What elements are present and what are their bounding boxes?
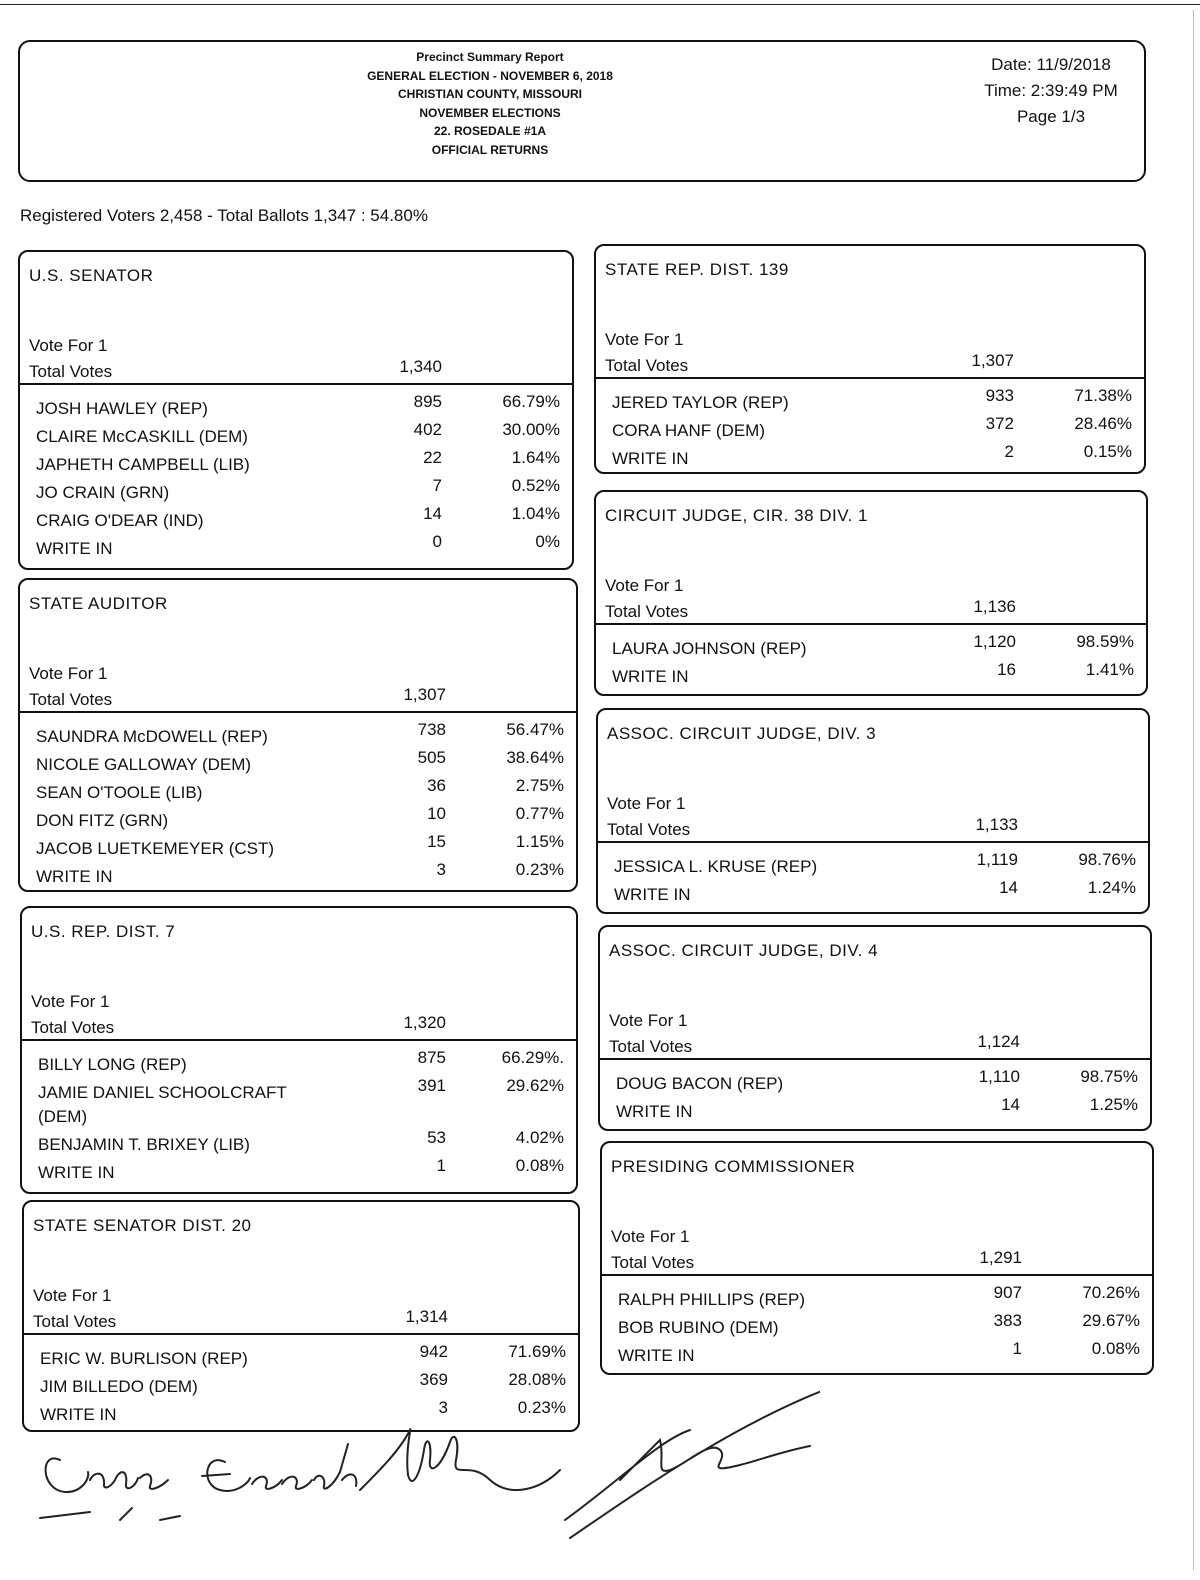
candidate-row (596, 660, 1146, 688)
candidate-name: RALPH PHILLIPS (REP) (618, 1290, 806, 1309)
candidate-row (22, 1076, 576, 1128)
candidate-row (20, 420, 572, 448)
contest-state-auditor (18, 578, 578, 892)
contest-divider (602, 1274, 1152, 1276)
candidate-name: WRITE IN (618, 1346, 695, 1365)
candidate-name: WRITE IN (616, 1102, 693, 1121)
candidate-votes: 36 (427, 776, 446, 795)
contest-title: ASSOC. CIRCUIT JUDGE, DIV. 4 (609, 941, 879, 960)
contest-state-rep-dist-139 (594, 244, 1146, 474)
candidate-name: WRITE IN (612, 667, 689, 686)
contest-title: STATE AUDITOR (29, 594, 168, 613)
candidate-list (598, 850, 1148, 906)
candidate-row (598, 878, 1148, 906)
total-votes-label: Total Votes (611, 1253, 695, 1272)
candidate-percent: 1.64% (511, 448, 560, 467)
candidate-votes: 895 (413, 392, 442, 411)
report-meta (966, 52, 1136, 130)
candidate-percent: 1.15% (515, 832, 564, 851)
candidate-votes: 369 (419, 1370, 448, 1389)
candidate-row (20, 476, 572, 504)
candidate-name: JIM BILLEDO (DEM) (40, 1377, 198, 1396)
candidate-list (20, 392, 572, 560)
vote-for-label: Vote For 1 (605, 576, 684, 595)
candidate-name: WRITE IN (614, 885, 691, 904)
candidate-row (20, 504, 572, 532)
contest-circuit-judge-cir-38-div-1 (594, 490, 1148, 696)
vote-for-label: Vote For 1 (605, 330, 684, 349)
candidate-votes: 505 (417, 748, 446, 767)
candidate-votes: 391 (417, 1076, 446, 1095)
candidate-name: DOUG BACON (REP) (616, 1074, 784, 1093)
candidate-row (602, 1311, 1152, 1339)
candidate-name: JERED TAYLOR (REP) (612, 393, 789, 412)
candidate-percent: 98.76% (1078, 850, 1136, 869)
candidate-list (602, 1283, 1152, 1367)
candidate-votes: 7 (432, 476, 442, 495)
total-votes-label: Total Votes (33, 1312, 117, 1331)
report-date: Date: 11/9/2018 (991, 55, 1111, 74)
candidate-percent: 1.04% (511, 504, 560, 523)
elections-label: NOVEMBER ELECTIONS (419, 105, 561, 120)
contest-divider (596, 377, 1144, 379)
precinct-name: 22. ROSEDALE #1A (433, 124, 547, 138)
page-number: Page 1/3 (1016, 107, 1086, 126)
top-rule (0, 4, 1200, 5)
candidate-percent: 98.75% (1080, 1067, 1138, 1086)
candidate-percent: 71.69% (508, 1342, 566, 1361)
candidate-votes: 16 (997, 660, 1016, 679)
candidate-percent: 71.38% (1074, 386, 1132, 405)
contest-divider (20, 711, 576, 713)
candidate-votes: 1 (1012, 1339, 1022, 1358)
contest-title: CIRCUIT JUDGE, CIR. 38 DIV. 1 (605, 506, 868, 525)
candidate-row (596, 414, 1144, 442)
candidate-percent: 0.23% (517, 1398, 566, 1417)
candidate-row (22, 1048, 576, 1076)
candidate-percent: 4.02% (515, 1128, 564, 1147)
page-edge (1193, 10, 1194, 1570)
election-name: GENERAL ELECTION - NOVEMBER 6, 2018 (367, 68, 613, 83)
candidate-percent: 66.29%. (501, 1048, 564, 1067)
contest-title: STATE REP. DIST. 139 (605, 260, 789, 279)
total-votes-value: 1,314 (405, 1307, 448, 1326)
candidate-name: JAMIE DANIEL SCHOOLCRAFT (DEM) (38, 1083, 287, 1126)
candidate-percent: 29.67% (1082, 1311, 1140, 1330)
candidate-name: SEAN O'TOOLE (LIB) (36, 783, 203, 802)
candidate-votes: 1,119 (976, 850, 1018, 869)
candidate-name: CORA HANF (DEM) (612, 421, 765, 440)
candidate-row (20, 860, 576, 888)
total-votes-label: Total Votes (607, 820, 691, 839)
candidate-row (24, 1342, 578, 1370)
candidate-votes: 14 (1001, 1095, 1020, 1114)
candidate-votes: 1,110 (978, 1067, 1020, 1086)
contest-divider (24, 1333, 578, 1335)
candidate-percent: 70.26% (1082, 1283, 1140, 1302)
candidate-percent: 0.08% (515, 1156, 564, 1175)
candidate-name: JESSICA L. KRUSE (REP) (614, 857, 818, 876)
total-votes-label: Total Votes (29, 690, 113, 709)
contest-u-s-rep-dist-7 (20, 906, 578, 1194)
contest-title: ASSOC. CIRCUIT JUDGE, DIV. 3 (607, 724, 877, 743)
vote-for-label: Vote For 1 (33, 1286, 112, 1305)
candidate-name: BILLY LONG (REP) (38, 1055, 187, 1074)
contest-title: U.S. SENATOR (29, 266, 154, 285)
candidate-votes: 875 (417, 1048, 446, 1067)
candidate-name: JACOB LUETKEMEYER (CST) (36, 839, 275, 858)
candidate-row (20, 532, 572, 560)
candidate-name: CRAIG O'DEAR (IND) (36, 511, 204, 530)
contest-presiding-commissioner (600, 1141, 1154, 1375)
candidate-percent: 0.77% (515, 804, 564, 823)
candidate-row (20, 720, 576, 748)
candidate-votes: 907 (993, 1283, 1022, 1302)
candidate-percent: 0.15% (1083, 442, 1132, 461)
signatures (20, 1380, 820, 1540)
candidate-percent: 0% (535, 532, 560, 551)
candidate-list (20, 720, 576, 888)
candidate-percent: 66.79% (502, 392, 560, 411)
contest-title: PRESIDING COMMISSIONER (611, 1157, 856, 1176)
total-votes-value: 1,307 (403, 685, 446, 704)
county-name: CHRISTIAN COUNTY, MISSOURI (397, 87, 582, 101)
candidate-percent: 38.64% (506, 748, 564, 767)
candidate-row (22, 1156, 576, 1184)
candidate-votes: 1,120 (973, 632, 1016, 651)
total-votes-value: 1,136 (973, 597, 1016, 616)
candidate-percent: 56.47% (506, 720, 564, 739)
candidate-name: JOSH HAWLEY (REP) (36, 399, 208, 418)
registered-voters-summary: Registered Voters 2,458 - Total Ballots 1,347 : 54.80% (20, 206, 428, 225)
contest-u-s-senator (18, 250, 574, 570)
candidate-percent: 98.59% (1076, 632, 1134, 651)
candidate-name: CLAIRE McCASKILL (DEM) (36, 427, 248, 446)
candidate-percent: 28.08% (508, 1370, 566, 1389)
candidate-votes: 933 (985, 386, 1014, 405)
candidate-votes: 3 (436, 860, 446, 879)
candidate-row (602, 1283, 1152, 1311)
candidate-votes: 14 (423, 504, 442, 523)
contest-divider (600, 1058, 1150, 1060)
vote-for-label: Vote For 1 (31, 992, 110, 1011)
vote-for-label: Vote For 1 (607, 794, 686, 813)
contest-title: STATE SENATOR DIST. 20 (33, 1216, 252, 1235)
candidate-percent: 29.62% (506, 1076, 564, 1095)
candidate-percent: 1.25% (1089, 1095, 1138, 1114)
candidate-row (20, 832, 576, 860)
candidate-percent: 1.24% (1087, 878, 1136, 897)
total-votes-value: 1,307 (971, 351, 1014, 370)
candidate-name: JO CRAIN (GRN) (36, 483, 170, 502)
candidate-votes: 383 (993, 1311, 1022, 1330)
candidate-row (602, 1339, 1152, 1367)
total-votes-value: 1,340 (399, 357, 442, 376)
candidate-percent: 1.41% (1085, 660, 1134, 679)
total-votes-value: 1,320 (403, 1013, 446, 1032)
contest-divider (22, 1039, 576, 1041)
candidate-votes: 2 (1004, 442, 1014, 461)
candidate-list (596, 386, 1144, 470)
candidate-votes: 53 (427, 1128, 446, 1147)
candidate-list (600, 1067, 1150, 1123)
total-votes-value: 1,124 (977, 1032, 1020, 1051)
candidate-percent: 0.08% (1091, 1339, 1140, 1358)
candidate-name: WRITE IN (38, 1163, 115, 1182)
candidate-votes: 0 (432, 532, 442, 551)
candidate-name: BOB RUBINO (DEM) (618, 1318, 779, 1337)
candidate-row (600, 1095, 1150, 1123)
candidate-name: DON FITZ (GRN) (36, 811, 169, 830)
vote-for-label: Vote For 1 (29, 336, 108, 355)
returns-label: OFFICIAL RETURNS (431, 142, 549, 157)
contest-divider (20, 383, 572, 385)
candidate-row (600, 1067, 1150, 1095)
candidate-votes: 15 (427, 832, 446, 851)
candidate-name: NICOLE GALLOWAY (DEM) (36, 755, 252, 774)
candidate-row (596, 386, 1144, 414)
report-title-block (320, 48, 660, 159)
candidate-row (596, 632, 1146, 660)
vote-for-label: Vote For 1 (29, 664, 108, 683)
candidate-row (22, 1128, 576, 1156)
total-votes-value: 1,291 (979, 1248, 1022, 1267)
candidate-votes: 3 (438, 1398, 448, 1417)
candidate-row (20, 748, 576, 776)
candidate-row (20, 776, 576, 804)
candidate-votes: 942 (419, 1342, 448, 1361)
contest-divider (598, 841, 1148, 843)
candidate-row (598, 850, 1148, 878)
contest-assoc-circuit-judge-div-3 (596, 708, 1150, 914)
total-votes-label: Total Votes (605, 356, 689, 375)
candidate-votes: 1 (436, 1156, 446, 1175)
candidate-percent: 2.75% (515, 776, 564, 795)
candidate-votes: 372 (985, 414, 1014, 433)
candidate-votes: 10 (427, 804, 446, 823)
candidate-percent: 30.00% (502, 420, 560, 439)
contest-assoc-circuit-judge-div-4 (598, 925, 1152, 1131)
vote-for-label: Vote For 1 (609, 1011, 688, 1030)
candidate-votes: 22 (423, 448, 442, 467)
candidate-row (20, 448, 572, 476)
contest-divider (596, 623, 1146, 625)
candidate-name: WRITE IN (612, 449, 689, 468)
candidate-votes: 14 (999, 878, 1018, 897)
candidate-list (596, 632, 1146, 688)
candidate-votes: 738 (417, 720, 446, 739)
total-votes-value: 1,133 (975, 815, 1018, 834)
candidate-row (596, 442, 1144, 470)
candidate-percent: 28.46% (1074, 414, 1132, 433)
total-votes-label: Total Votes (31, 1018, 115, 1037)
vote-for-label: Vote For 1 (611, 1227, 690, 1246)
candidate-list (22, 1048, 576, 1184)
total-votes-label: Total Votes (605, 602, 689, 621)
candidate-name: WRITE IN (40, 1405, 117, 1424)
candidate-row (20, 392, 572, 420)
candidate-percent: 0.23% (515, 860, 564, 879)
candidate-name: JAPHETH CAMPBELL (LIB) (36, 455, 250, 474)
candidate-row (20, 804, 576, 832)
candidate-name: SAUNDRA McDOWELL (REP) (36, 727, 268, 746)
total-votes-label: Total Votes (29, 362, 113, 381)
candidate-name: ERIC W. BURLISON (REP) (40, 1349, 248, 1368)
contest-title: U.S. REP. DIST. 7 (31, 922, 176, 941)
report-header (18, 40, 1146, 182)
candidate-percent: 0.52% (511, 476, 560, 495)
candidate-name: WRITE IN (36, 867, 113, 886)
candidate-votes: 402 (413, 420, 442, 439)
candidate-name: WRITE IN (36, 539, 113, 558)
report-time: Time: 2:39:49 PM (984, 81, 1118, 100)
report-title: Precinct Summary Report (416, 50, 564, 64)
total-votes-label: Total Votes (609, 1037, 693, 1056)
candidate-name: LAURA JOHNSON (REP) (612, 639, 807, 658)
candidate-name: BENJAMIN T. BRIXEY (LIB) (38, 1135, 250, 1154)
